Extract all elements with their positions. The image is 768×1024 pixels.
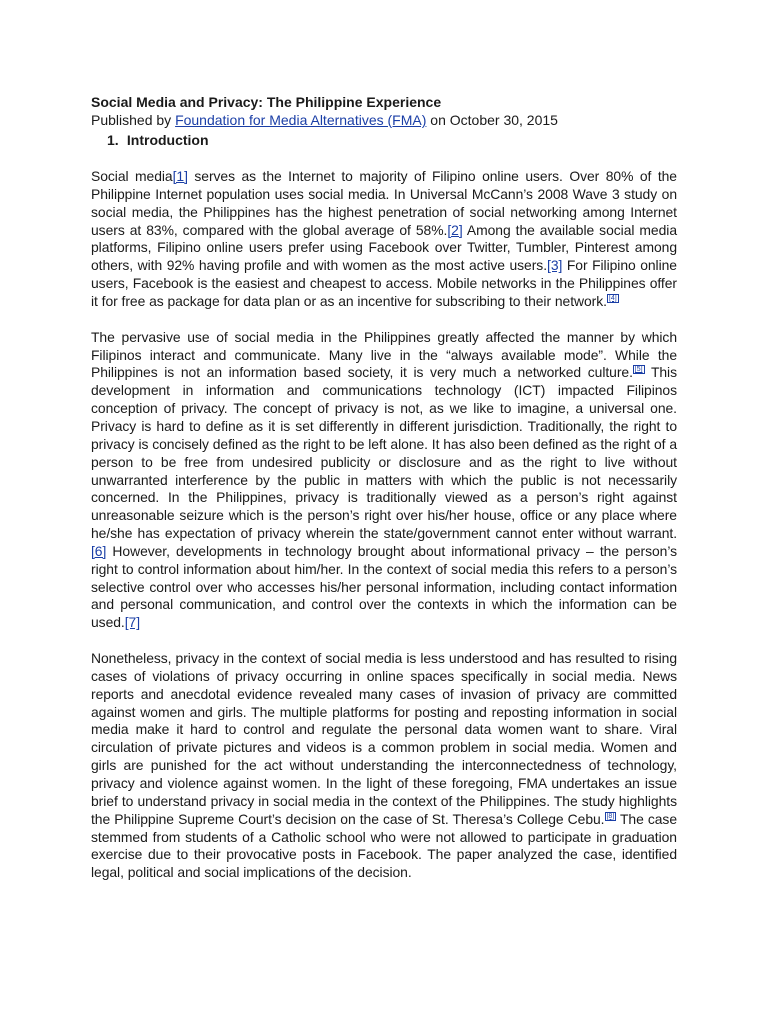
paragraph-privacy <box>91 329 677 632</box>
section-title: Introduction <box>126 132 209 148</box>
byline <box>91 111 677 129</box>
paragraph-intro <box>91 168 677 311</box>
footnote-ref-2[interactable]: [2] <box>447 221 463 238</box>
document-page <box>91 94 677 882</box>
footnote-ref-1[interactable]: [1] <box>172 168 188 184</box>
byline-prefix: Published by <box>91 112 176 128</box>
footnote-ref-6[interactable]: [6] <box>91 542 107 559</box>
p1-text-c: Among the available social media platforms, Filipino online users prefer using Facebook over Twitter, Tumbler, Pinterest among others, with 92% having profile and with women as the most active users. <box>91 221 677 274</box>
footnote-ref-4[interactable]: [4] <box>608 294 617 302</box>
p3-text-b: The case stemmed from students of a Catholic school who were not allowed to participate in graduation exercise due to their provocative posts in Facebook. The paper analyzed the case, identified legal, political and social implications of the decision. <box>91 810 677 881</box>
p2-text-c: However, developments in technology brought about informational privacy – the person’s right to control information about him/her. In the context of social media this refers to a person’s selective control over who accesses his/her personal information, including contact information and personal communication, and control over the contexts in which the information can be used. <box>91 542 677 631</box>
section-heading <box>91 131 677 149</box>
footnote-ref-3[interactable]: [3] <box>547 257 563 274</box>
document-title: Social Media and Privacy: The Philippine Experience <box>91 94 442 110</box>
footnote-ref-8[interactable]: [8] <box>606 812 615 820</box>
p1-text-d: For Filipino online users, Facebook is the easiest and cheapest to access. Mobile networks in the Philippines offer it for free as package for data plan or as an incentive for subscribing to their network. <box>91 257 677 309</box>
p2-text-a: The pervasive use of social media in the Philippines greatly affected the manner by which Filipinos interact and communicate. Many live in the “always available mode”. While the Philippines is not an information based society, it is very much a networked culture. <box>91 328 677 381</box>
publisher-link[interactable]: Foundation for Media Alternatives (FMA) <box>175 112 427 128</box>
p1-text-b: serves as the Internet to majority of Filipino online users. Over 80% of the Philippine Internet population uses social media. In Universal McCann’s 2008 Wave 3 study on social media, the Philippines has the highest penetration of social networking among Internet users at 83%, compared with the global average of 58%. <box>91 168 677 238</box>
byline-date: on October 30, 2015 <box>426 112 558 128</box>
footnote-ref-5[interactable]: [5] <box>634 366 643 374</box>
section-number: 1. <box>107 132 119 148</box>
paragraph-nonetheless <box>91 650 677 882</box>
p3-text-a: Nonetheless, privacy in the context of social media is less understood and has resulted to rising cases of violations of privacy occurring in online spaces specifically in social media. News reports and anecdotal evidence revealed many cases of invasion of privacy are committed against women and girls. The multiple platforms for posting and reposting information in social media make it hard to control and regulate the personal data women want to share. Viral circulation of private pictures and videos is a common problem in social media. Women and girls are punished for the act without understanding the interconnectedness of technology, privacy and violence against women. In the light of these foregoing, FMA undertakes an issue brief to understand privacy in social media in the context of the Philippines. The study highlights the Philippine Supreme Court’s decision on the case of St. Theresa’s College Cebu. <box>91 650 677 827</box>
p2-text-b: This development in information and communications technology (ICT) impacted Filipinos conception of privacy. The concept of privacy is not, as we like to imagine, a universal one. Privacy is hard to define as it is set differently in different jurisdiction. Traditionally, the right to privacy is concisely defined as the right to be left alone. It has also been defined as the right of a person to be free from undesired publicity or disclosure and as the right to live without unwarranted interference by the public in matters with which the public is not necessarily concerned. In the Philippines, privacy is traditionally viewed as a person’s right against unreasonable seizure which is the person’s right over his/her house, office or any place where he/she has expectation of privacy wherein the state/government cannot enter without warrant. <box>91 364 677 542</box>
p1-text-a: Social media <box>91 168 173 184</box>
footnote-ref-7[interactable]: [7] <box>124 614 141 631</box>
